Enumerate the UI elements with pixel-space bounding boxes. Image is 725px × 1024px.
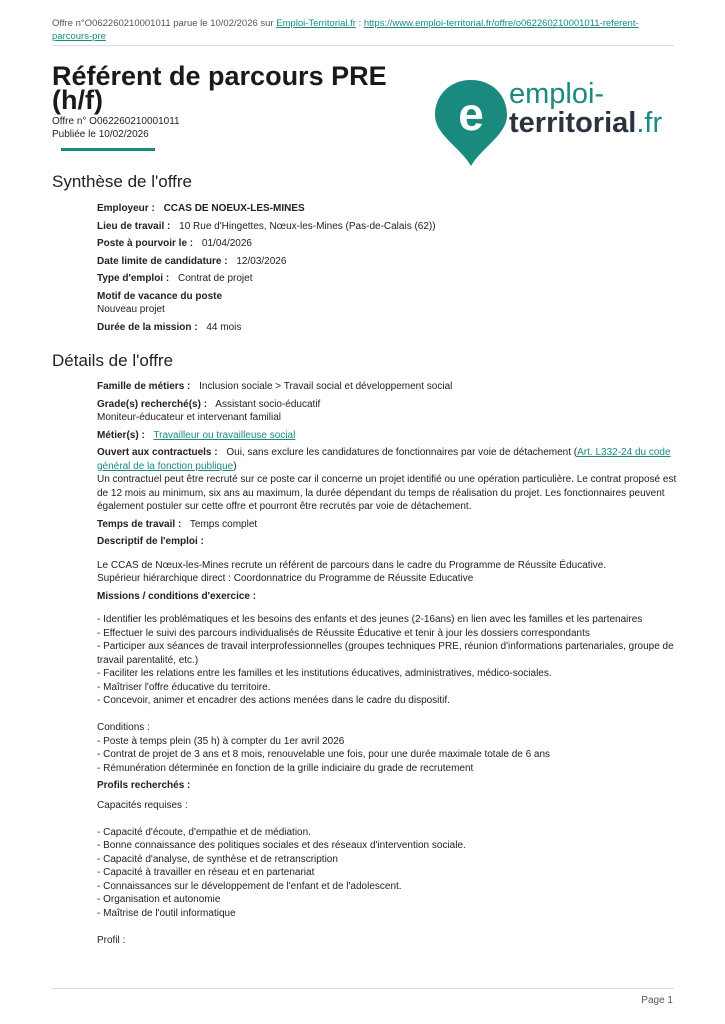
accent-divider	[61, 148, 155, 151]
family-value: Inclusion sociale > Travail social et développement social	[199, 381, 453, 392]
location-value: 10 Rue d'Hingettes, Nœux-les-Mines (Pas-de-Calais (62))	[179, 220, 436, 232]
site-link[interactable]: Emploi-Territorial.fr	[276, 18, 356, 29]
logo-text-line2	[509, 108, 662, 138]
offer-url-link[interactable]: https://www.emploi-territorial.fr/offre/o062260210001011-referent-parcours-pre	[52, 18, 639, 42]
offer-meta	[52, 115, 180, 141]
published-date: Publiée le 10/02/2026	[52, 129, 149, 140]
deadline-label: Date limite de candidature :	[97, 255, 228, 267]
employer-value: CCAS DE NOEUX-LES-MINES	[163, 203, 305, 214]
footer-divider	[52, 988, 674, 989]
start-date-value: 01/04/2026	[201, 238, 252, 249]
details-section	[97, 380, 677, 951]
grade-value: Assistant socio-éducatif	[215, 398, 321, 410]
description-text: Le CCAS de Nœux-les-Mines recrute un référent de parcours dans le cadre du Programme de Réussite Éducative. Supérieur hiérarchique direct : Coordonnatrice du Programme de Réussite Educative	[97, 559, 607, 584]
location-label: Lieu de travail :	[97, 220, 171, 232]
contract-value: Oui, sans exclure les candidatures de fonctionnaires par voie de détachement (	[226, 447, 578, 458]
employer-label: Employeur :	[97, 203, 155, 214]
work-time-label: Temps de travail :	[97, 518, 182, 530]
profiles-label: Profils recherchés :	[97, 780, 191, 791]
vacancy-reason-value: Nouveau projet	[97, 304, 165, 315]
logo-suffix: .fr	[636, 107, 663, 139]
header-sep: :	[355, 18, 364, 29]
contract-text: Un contractuel peut être recruté sur ce poste car il concerne un projet identifié ou une opération particulière. Le contrat proposé est de 12 mois au minimum, six ans au maximum, la durée dépendant du temps de réalisation du projet. Les fonctionnaires peuvent également postuler sur cette offre et pourront être recrutés par voie de détachement.	[97, 474, 677, 512]
location-pin-icon	[433, 78, 513, 168]
logo-text-line1: emploi-	[509, 78, 605, 110]
offer-number: Offre n° O062260210001011	[52, 116, 180, 127]
logo-territorial: territorial	[509, 107, 637, 139]
grade-value-2: Moniteur-éducateur et intervenant familial	[97, 412, 281, 423]
duration-value: 44 mois	[206, 321, 242, 333]
page-header	[52, 17, 672, 43]
work-time-value: Temps complet	[189, 518, 258, 530]
contract-label: Ouvert aux contractuels :	[97, 447, 218, 458]
family-label: Famille de métiers :	[97, 381, 191, 392]
details-heading: Détails de l'offre	[52, 351, 174, 370]
synthese-section	[97, 202, 677, 338]
duration-label: Durée de la mission :	[97, 321, 198, 333]
page-title: Référent de parcours PRE (h/f)	[52, 61, 387, 115]
header-divider	[52, 45, 674, 46]
grade-label: Grade(s) recherché(s) :	[97, 398, 208, 410]
start-date-label: Poste à pourvoir le :	[97, 238, 194, 249]
synthese-heading: Synthèse de l'offre	[52, 172, 192, 191]
contract-after: )	[233, 460, 237, 472]
svg-text:e: e	[458, 88, 484, 140]
job-link[interactable]: Travailleur ou travailleuse social	[153, 429, 296, 441]
missions-label: Missions / conditions d'exercice :	[97, 590, 257, 602]
page-number: Page 1	[641, 995, 673, 1006]
description-label: Descriptif de l'emploi :	[97, 536, 204, 547]
emploi-territorial-logo	[433, 78, 673, 168]
law-article-link[interactable]: Art. L332-24 du code général de la fonction publique	[97, 447, 671, 472]
job-label: Métier(s) :	[97, 429, 145, 441]
profiles-text: Capacités requises : - Capacité d'écoute, d'empathie et de médiation. - Bonne connaissance des politiques sociales et des réseaux d'intervention sociale. - Capacité d'analyse, de synthèse et de retranscription - Capacité à travailler en réseau et en partenariat - Connaissances sur le développement de l'enfant et de l'adolescent. - Organisation et autonomie - Maîtrise de l'outil informatique Profil :	[97, 799, 466, 946]
job-type-label: Type d'emploi :	[97, 273, 170, 284]
vacancy-reason-label: Motif de vacance du poste	[97, 290, 223, 302]
missions-text: - Identifier les problématiques et les besoins des enfants et des jeunes (2-16ans) en lien avec les familles et les partenaires - Effectuer le suivi des parcours individualisés de Réussite Éducative et tenir à jour les dossiers correspondants - Participer aux séances de travail interprofessionnelles (groupes techniques PRE, réunion d'informations partenariales, groupe de travail parentalité, etc.) - Faciliter les relations entre les familles et les institutions éducatives, administratives, médico-sociales. - Maîtriser l'offre éducative du territoire. - Concevoir, animer et encadrer des actions menées dans le cadre du dispositif. Conditions : - Poste à temps plein (35 h) à compter du 1er avril 2026 - Contrat de projet de 3 ans et 8 mois, renouvelable une fois, pour une durée maximale totale de 6 ans - Rémunération déterminée en fonction de la grille indiciaire du grade de recrutement	[97, 614, 674, 774]
job-type-value: Contrat de projet	[177, 273, 253, 284]
header-text: Offre n°O062260210001011 parue le 10/02/2026 sur	[52, 18, 277, 29]
deadline-value: 12/03/2026	[236, 255, 287, 267]
